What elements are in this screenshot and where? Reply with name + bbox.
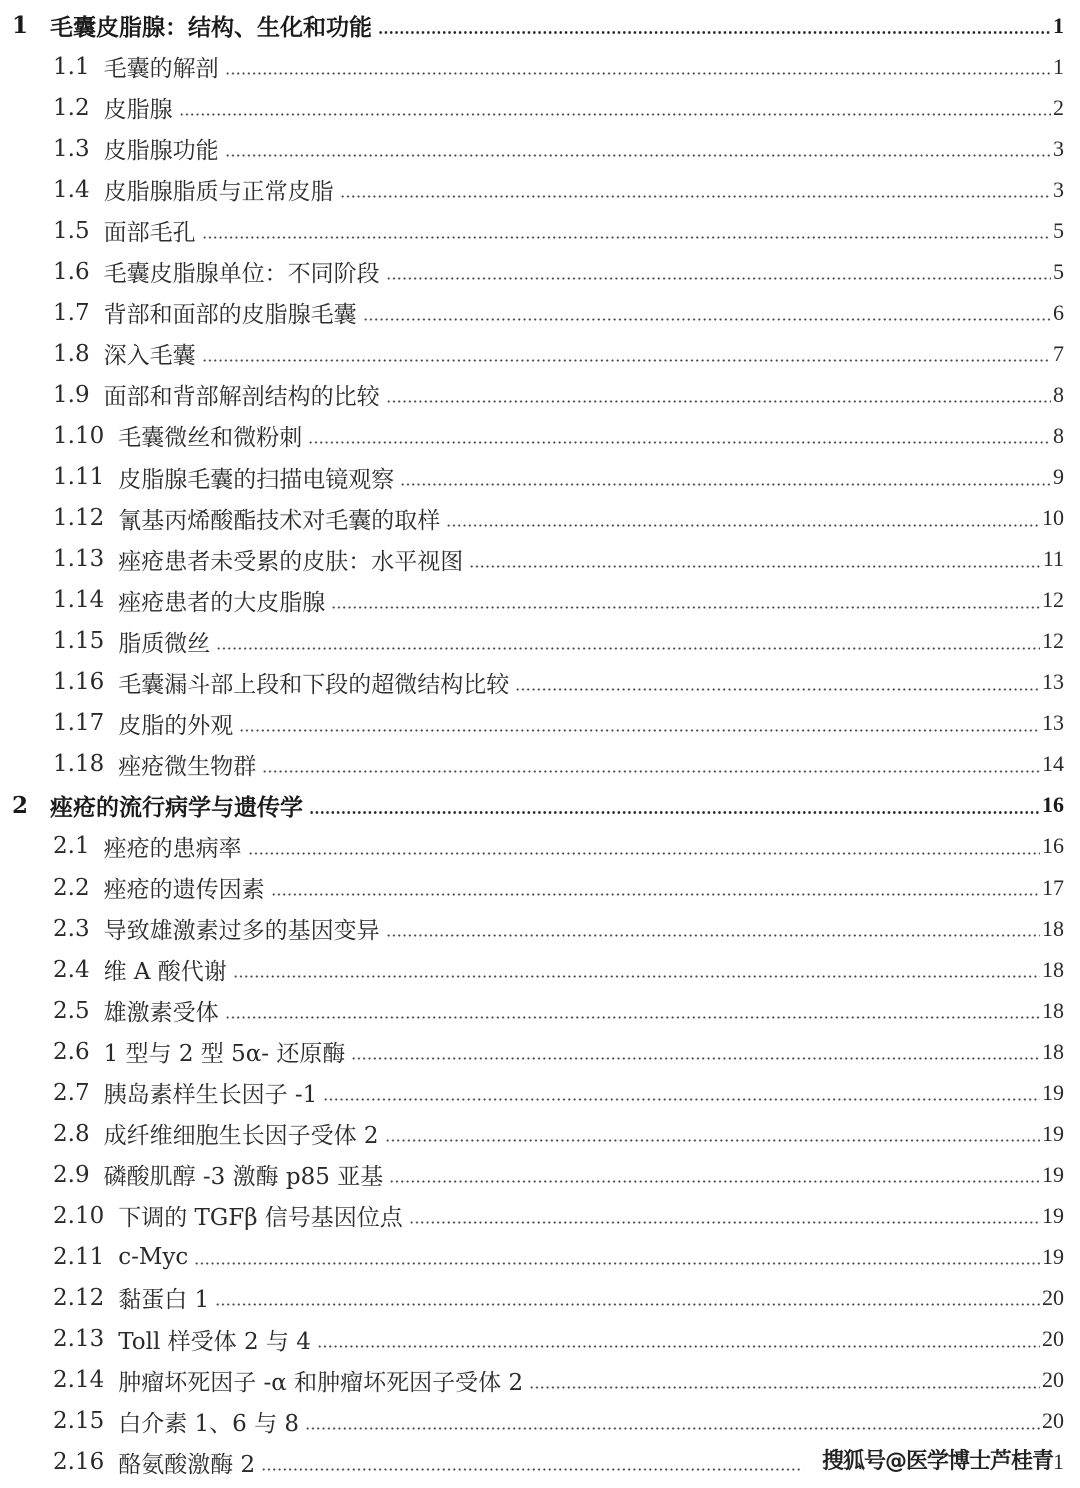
- dot-leader: [400, 483, 1051, 486]
- entry-title: 毛囊的解剖: [103, 56, 219, 83]
- entry-title: 皮脂腺: [103, 97, 173, 124]
- toc-section-entry[interactable]: [0, 621, 1080, 662]
- entry-title: 维 A 酸代谢: [103, 959, 227, 986]
- dot-leader: [262, 770, 1040, 773]
- dot-leader: [378, 31, 1051, 34]
- dot-leader: [386, 934, 1040, 937]
- toc-section-entry[interactable]: [0, 1072, 1080, 1113]
- toc-section-entry[interactable]: [0, 251, 1080, 292]
- dot-leader: [225, 154, 1051, 157]
- dot-leader: [233, 975, 1040, 978]
- entry-page-number: 12: [1042, 628, 1064, 654]
- dot-leader: [216, 647, 1040, 650]
- toc-section-entry[interactable]: [0, 744, 1080, 785]
- entry-page-number: 17: [1042, 874, 1064, 900]
- toc-section-entry[interactable]: [0, 498, 1080, 539]
- toc-section-entry[interactable]: [0, 457, 1080, 498]
- entry-page-number: 7: [1053, 340, 1064, 366]
- entry-number: 2.14: [53, 1367, 105, 1394]
- toc-section-entry[interactable]: [0, 1113, 1080, 1154]
- entry-page-number: 19: [1042, 1243, 1064, 1269]
- entry-title: 氰基丙烯酸酯技术对毛囊的取样: [118, 507, 441, 534]
- entry-number: 1.9: [53, 381, 90, 408]
- entry-page-number: 1: [1053, 1449, 1064, 1475]
- entry-page-number: 11: [1042, 546, 1064, 572]
- entry-title: 毛囊皮脂腺单位：不同阶段: [103, 261, 380, 288]
- entry-number: 2.13: [53, 1326, 105, 1353]
- entry-number: 1.12: [53, 505, 105, 532]
- entry-number: 2.15: [53, 1408, 105, 1435]
- dot-leader: [529, 1386, 1040, 1389]
- toc-section-entry[interactable]: [0, 580, 1080, 621]
- entry-number: 1.8: [53, 340, 90, 367]
- entry-number: 1.4: [53, 176, 90, 203]
- entry-title: 痤疮微生物群: [118, 753, 257, 780]
- dot-leader: [271, 893, 1040, 896]
- dot-leader: [389, 1180, 1040, 1183]
- entry-page-number: 18: [1042, 915, 1064, 941]
- dot-leader: [351, 1057, 1040, 1060]
- entry-page-number: 19: [1042, 1079, 1064, 1105]
- entry-number: 2.11: [53, 1243, 105, 1270]
- toc-section-entry[interactable]: [0, 210, 1080, 251]
- dot-leader: [225, 72, 1051, 75]
- entry-page-number: 5: [1053, 217, 1064, 243]
- toc-section-entry[interactable]: [0, 1031, 1080, 1072]
- entry-page-number: 19: [1042, 1120, 1064, 1146]
- entry-number: 1.13: [53, 546, 105, 573]
- entry-number: 2.10: [53, 1202, 105, 1229]
- entry-page-number: 18: [1042, 997, 1064, 1023]
- toc-section-entry[interactable]: [0, 1277, 1080, 1318]
- entry-number: 1: [12, 12, 29, 40]
- dot-leader: [469, 565, 1041, 568]
- dot-leader: [179, 113, 1051, 116]
- entry-page-number: 13: [1042, 669, 1064, 695]
- entry-number: 1.18: [53, 751, 105, 778]
- entry-page-number: 3: [1053, 176, 1064, 202]
- toc-section-entry[interactable]: [0, 1195, 1080, 1236]
- dot-leader: [202, 359, 1051, 362]
- toc-section-entry[interactable]: [0, 1319, 1080, 1360]
- toc-chapter-entry[interactable]: [0, 5, 1080, 46]
- toc-section-entry[interactable]: [0, 949, 1080, 990]
- toc-section-entry[interactable]: [0, 333, 1080, 374]
- entry-title: 毛囊微丝和微粉刺: [118, 425, 303, 452]
- entry-number: 2.5: [53, 997, 90, 1024]
- entry-title: 皮脂腺功能: [103, 138, 219, 165]
- dot-leader: [248, 852, 1040, 855]
- toc-chapter-entry[interactable]: [0, 785, 1080, 826]
- dot-leader: [239, 729, 1040, 732]
- entry-number: 2.7: [53, 1079, 90, 1106]
- entry-page-number: 18: [1042, 956, 1064, 982]
- entry-number: 2.6: [53, 1038, 90, 1065]
- dot-leader: [202, 236, 1051, 239]
- dot-leader: [261, 1468, 803, 1471]
- entry-title: 深入毛囊: [103, 343, 196, 370]
- entry-page-number: 1: [1053, 53, 1064, 79]
- entry-title: 面部和背部解剖结构的比较: [103, 384, 380, 411]
- entry-title: 痤疮患者的大皮脂腺: [118, 589, 326, 616]
- entry-title: 白介素 1、6 与 8: [118, 1410, 300, 1437]
- entry-page-number: 20: [1042, 1284, 1064, 1310]
- entry-page-number: 14: [1042, 751, 1064, 777]
- entry-page-number: 9: [1053, 464, 1064, 490]
- dot-leader: [323, 1098, 1040, 1101]
- dot-leader: [385, 1139, 1040, 1142]
- entry-page-number: 18: [1042, 1038, 1064, 1064]
- entry-number: 1.17: [53, 710, 105, 737]
- entry-title: 酪氨酸激酶 2: [118, 1451, 256, 1478]
- entry-number: 1.16: [53, 669, 105, 696]
- dot-leader: [309, 811, 1040, 814]
- entry-page-number: 12: [1042, 587, 1064, 613]
- toc-section-entry[interactable]: [0, 908, 1080, 949]
- toc-section-entry[interactable]: [0, 292, 1080, 333]
- dot-leader: [308, 441, 1051, 444]
- entry-title: 毛囊漏斗部上段和下段的超微结构比较: [118, 671, 510, 698]
- watermark: 搜狐号@医学博士芦桂青: [822, 1449, 1054, 1474]
- dot-leader: [225, 1016, 1040, 1019]
- entry-page-number: 2: [1053, 94, 1064, 120]
- toc-section-entry[interactable]: [0, 1154, 1080, 1195]
- entry-page-number: 3: [1053, 135, 1064, 161]
- entry-page-number: 20: [1042, 1367, 1064, 1393]
- entry-title: 痤疮的流行病学与遗传学: [50, 793, 303, 821]
- entry-number: 2.1: [53, 833, 90, 860]
- entry-title: 下调的 TGFβ 信号基因位点: [118, 1205, 403, 1232]
- toc-section-entry[interactable]: [0, 539, 1080, 580]
- toc-section-entry[interactable]: [0, 703, 1080, 744]
- entry-title: 皮脂腺毛囊的扫描电镜观察: [118, 466, 395, 493]
- entry-page-number: 19: [1042, 1202, 1064, 1228]
- dot-leader: [215, 1303, 1040, 1306]
- dot-leader: [515, 688, 1040, 691]
- entry-title: 痤疮的遗传因素: [103, 877, 265, 903]
- dot-leader: [363, 318, 1051, 321]
- toc-section-entry[interactable]: [0, 128, 1080, 169]
- dot-leader: [340, 195, 1051, 198]
- toc-section-entry[interactable]: [0, 1360, 1080, 1401]
- toc-section-entry[interactable]: [0, 46, 1080, 87]
- entry-title: 成纤维细胞生长因子受体 2: [103, 1123, 379, 1150]
- dot-leader: [446, 524, 1040, 527]
- entry-title: c-Myc: [118, 1243, 189, 1270]
- entry-title: 磷酸肌醇 -3 激酶 p85 亚基: [103, 1164, 384, 1191]
- entry-number: 1.7: [53, 299, 90, 326]
- toc-section-entry[interactable]: [0, 826, 1080, 867]
- entry-page-number: 16: [1042, 792, 1064, 818]
- entry-number: 1.1: [53, 53, 90, 80]
- entry-title: 脂质微丝: [118, 630, 211, 657]
- dot-leader: [386, 277, 1051, 280]
- entry-title: 肿瘤坏死因子 -α 和肿瘤坏死因子受体 2: [118, 1369, 524, 1396]
- entry-number: 1.5: [53, 217, 90, 244]
- entry-number: 2: [12, 791, 29, 819]
- toc-section-entry[interactable]: [0, 1236, 1080, 1277]
- dot-leader: [194, 1262, 1040, 1265]
- entry-title: Toll 样受体 2 与 4: [118, 1328, 311, 1355]
- toc-section-entry[interactable]: [0, 415, 1080, 456]
- entry-title: 背部和面部的皮脂腺毛囊: [103, 302, 357, 329]
- entry-page-number: 1: [1053, 12, 1064, 38]
- entry-number: 1.6: [53, 258, 90, 285]
- entry-title: 皮脂的外观: [118, 712, 234, 739]
- entry-page-number: 19: [1042, 1161, 1064, 1187]
- entry-number: 2.2: [53, 874, 90, 901]
- toc-section-entry[interactable]: [0, 1401, 1080, 1442]
- entry-number: 2.4: [53, 956, 90, 983]
- toc-section-entry[interactable]: [0, 374, 1080, 415]
- table-of-contents: [0, 5, 1080, 1483]
- dot-leader: [409, 1221, 1040, 1224]
- entry-page-number: 5: [1053, 258, 1064, 284]
- entry-title: 1 型与 2 型 5α- 还原酶: [103, 1041, 346, 1068]
- entry-title: 痤疮的患病率: [103, 835, 242, 862]
- entry-number: 2.9: [53, 1161, 90, 1188]
- entry-title: 面部毛孔: [103, 220, 196, 247]
- entry-number: 2.12: [53, 1284, 105, 1311]
- entry-page-number: 8: [1053, 422, 1064, 448]
- dot-leader: [331, 606, 1040, 609]
- toc-section-entry[interactable]: [0, 87, 1080, 128]
- toc-section-entry[interactable]: [0, 990, 1080, 1031]
- entry-page-number: 8: [1053, 381, 1064, 407]
- entry-title: 痤疮患者未受累的皮肤：水平视图: [118, 548, 464, 575]
- entry-number: 2.16: [53, 1449, 105, 1476]
- entry-number: 2.3: [53, 915, 90, 942]
- entry-page-number: 13: [1042, 710, 1064, 736]
- dot-leader: [305, 1427, 1040, 1430]
- entry-title: 胰岛素样生长因子 -1: [103, 1082, 318, 1109]
- toc-section-entry[interactable]: [0, 169, 1080, 210]
- entry-title: 毛囊皮脂腺：结构、生化和功能: [50, 14, 372, 42]
- entry-page-number: 20: [1042, 1326, 1064, 1352]
- entry-number: 1.11: [53, 464, 105, 491]
- entry-number: 2.8: [53, 1120, 90, 1147]
- toc-section-entry[interactable]: [0, 662, 1080, 703]
- entry-number: 1.14: [53, 587, 105, 614]
- dot-leader: [317, 1345, 1040, 1348]
- entry-page-number: 10: [1042, 505, 1064, 531]
- entry-page-number: 16: [1042, 833, 1064, 859]
- entry-number: 1.3: [53, 135, 90, 162]
- entry-number: 1.2: [53, 94, 90, 121]
- entry-number: 1.15: [53, 628, 105, 655]
- entry-title: 导致雄激素过多的基因变异: [103, 918, 380, 945]
- entry-page-number: 6: [1053, 299, 1064, 325]
- entry-title: 雄激素受体: [103, 1000, 219, 1027]
- entry-page-number: 20: [1042, 1408, 1064, 1434]
- entry-title: 皮脂腺脂质与正常皮脂: [103, 179, 334, 206]
- toc-section-entry[interactable]: [0, 867, 1080, 908]
- dot-leader: [386, 400, 1051, 403]
- entry-number: 1.10: [53, 422, 105, 449]
- entry-title: 黏蛋白 1: [118, 1287, 210, 1314]
